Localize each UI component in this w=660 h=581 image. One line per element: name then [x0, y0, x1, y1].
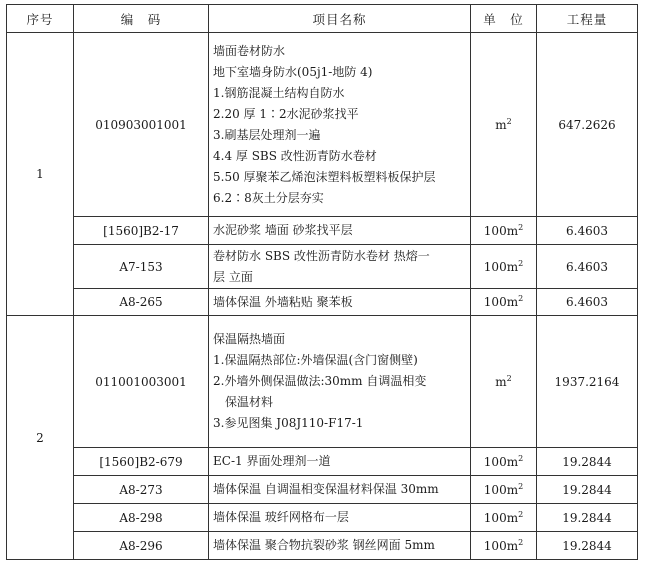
unit-sup: 2: [518, 453, 524, 463]
table-row: [7, 217, 638, 245]
header-name: 项目名称: [209, 5, 471, 33]
qty-cell: 6.4603: [537, 289, 638, 316]
unit-base: m: [495, 117, 507, 132]
unit-base: 100m: [483, 223, 519, 238]
table-row: [7, 316, 638, 448]
unit-base: 100m: [483, 510, 519, 525]
qty-cell: 19.2844: [537, 476, 638, 504]
table-row: [7, 245, 638, 289]
unit-cell: [471, 217, 537, 245]
unit-sup: 2: [506, 116, 512, 126]
unit-sup: 2: [518, 509, 524, 519]
table-row: [7, 33, 638, 217]
qty-cell: 647.2626: [537, 33, 638, 217]
desc-line: 5.50 厚聚苯乙烯泡沫塑料板塑料板保护层: [213, 169, 436, 184]
unit-sup: 2: [506, 373, 512, 383]
qty-cell: 19.2844: [537, 448, 638, 476]
qty-cell: 19.2844: [537, 504, 638, 532]
unit-sup: 2: [518, 258, 524, 268]
code-cell: A8-273: [74, 476, 209, 504]
table-row: [7, 476, 638, 504]
desc-line: EC-1 界面处理剂一道: [213, 454, 331, 468]
unit-cell: [471, 504, 537, 532]
desc-line: 卷材防水 SBS 改性沥青防水卷材 热熔一: [213, 248, 430, 263]
unit-cell: [471, 532, 537, 560]
name-cell: [209, 33, 471, 217]
table-row: [7, 289, 638, 316]
code-cell: [1560]B2-679: [74, 448, 209, 476]
desc-line: 墙体保温 聚合物抗裂砂浆 钢丝网面 5mm: [213, 538, 435, 552]
code-cell: A8-265: [74, 289, 209, 316]
desc-line: 墙面卷材防水: [213, 43, 286, 58]
desc-line: 墙体保温 自调温相变保温材料保温 30mm: [213, 482, 439, 496]
desc-line: 3.刷基层处理剂一遍: [213, 127, 321, 142]
code-cell: 010903001001: [74, 33, 209, 217]
desc-line: 层 立面: [213, 269, 253, 284]
code-cell: A7-153: [74, 245, 209, 289]
unit-sup: 2: [518, 222, 524, 232]
unit-sup: 2: [518, 537, 524, 547]
seq-cell: 1: [7, 33, 74, 316]
desc-line: 2.20 厚 1∶2水泥砂浆找平: [213, 106, 359, 121]
desc-line: 4.4 厚 SBS 改性沥青防水卷材: [213, 148, 377, 163]
desc-line: 1.保温隔热部位:外墙保温(含门窗侧壁): [213, 353, 418, 367]
unit-base: 100m: [483, 295, 519, 309]
unit-sup: 2: [518, 294, 524, 303]
desc-line: 水泥砂浆 墙面 砂浆找平层: [213, 223, 353, 237]
name-cell: [209, 316, 471, 448]
unit-base: 100m: [483, 259, 519, 274]
unit-sup: 2: [518, 481, 524, 491]
table-row: [7, 532, 638, 560]
desc-line: 1.钢筋混凝土结构自防水: [213, 85, 345, 100]
code-cell: [1560]B2-17: [74, 217, 209, 245]
unit-base: 100m: [483, 454, 519, 469]
unit-base: 100m: [483, 482, 519, 497]
table-row: [7, 504, 638, 532]
desc-line: 2.外墙外侧保温做法:30mm 自调温相变: [213, 374, 427, 388]
qty-cell: 19.2844: [537, 532, 638, 560]
unit-cell: [471, 245, 537, 289]
code-cell: A8-298: [74, 504, 209, 532]
name-cell: [209, 448, 471, 476]
name-cell: [209, 504, 471, 532]
seq-cell: 2: [7, 316, 74, 560]
desc-line: 3.参见图集 J08J110-F17-1: [213, 416, 364, 430]
header-seq: 序号: [7, 5, 74, 33]
name-cell: [209, 532, 471, 560]
header-code: 编 码: [74, 5, 209, 33]
name-cell: [209, 289, 471, 316]
table-row: [7, 448, 638, 476]
code-cell: 011001003001: [74, 316, 209, 448]
unit-base: m: [495, 374, 507, 389]
qty-cell: 1937.2164: [537, 316, 638, 448]
desc-line: 6.2∶8灰土分层夯实: [213, 190, 324, 205]
desc-line: 保温材料: [225, 395, 274, 409]
unit-cell: [471, 33, 537, 217]
unit-base: 100m: [483, 538, 519, 553]
unit-cell: [471, 289, 537, 316]
unit-cell: [471, 448, 537, 476]
desc-line: 墙体保温 玻纤网格布一层: [213, 510, 349, 524]
desc-line: 墙体保温 外墙粘贴 聚苯板: [213, 294, 353, 309]
quantity-table: [6, 4, 638, 560]
unit-cell: [471, 316, 537, 448]
name-cell: [209, 476, 471, 504]
name-cell: [209, 245, 471, 289]
qty-cell: 6.4603: [537, 217, 638, 245]
code-cell: A8-296: [74, 532, 209, 560]
desc-line: 保温隔热墙面: [213, 332, 286, 346]
header-unit: 单 位: [471, 5, 537, 33]
name-cell: [209, 217, 471, 245]
header-qty: 工程量: [537, 5, 638, 33]
desc-line: 地下室墙身防水(05j1-地防 4): [213, 64, 373, 79]
unit-cell: [471, 476, 537, 504]
header-row: [7, 5, 638, 33]
qty-cell: 6.4603: [537, 245, 638, 289]
